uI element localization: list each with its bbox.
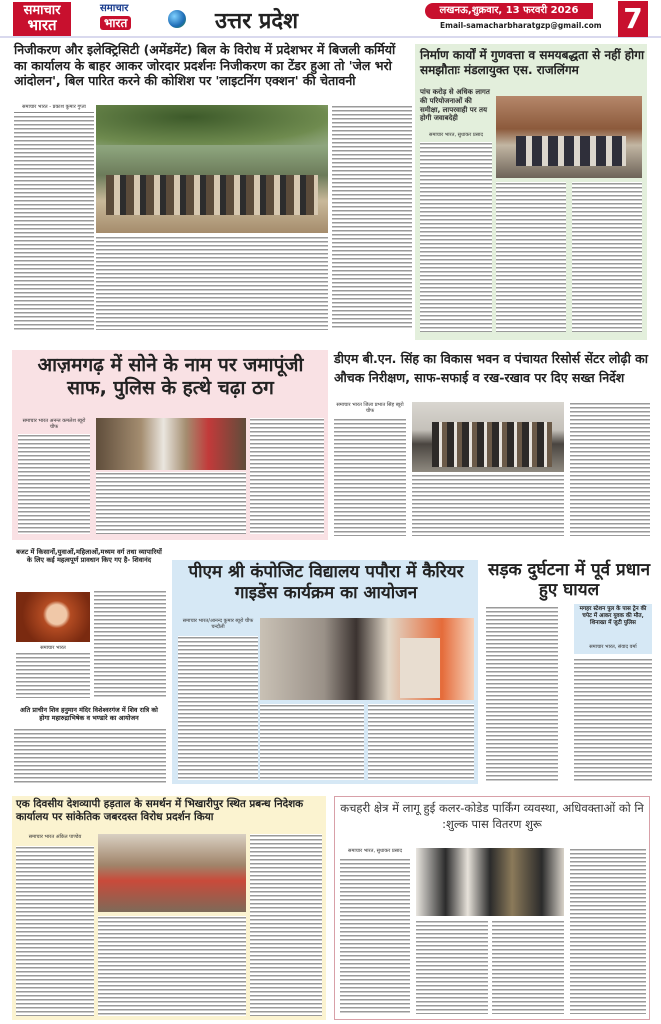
body-text <box>572 182 642 332</box>
body-text <box>14 115 94 330</box>
email-address: Email-samacharbharatgzp@gmail.com <box>440 21 602 30</box>
body-text <box>570 848 646 1014</box>
headline-construction: निर्माण कार्यों में गुणवत्ता व समयबद्धता से नहीं होगा समझौताः मंडलायुक्त एस. राजलिंगम <box>420 48 645 77</box>
body-text <box>96 472 246 534</box>
logo-center-bottom: भारत <box>100 16 131 30</box>
globe-icon <box>168 10 186 28</box>
body-text <box>96 236 328 330</box>
logo-samachar-bharat <box>13 2 71 36</box>
logo-line-1: समाचार <box>23 3 61 18</box>
body-text <box>250 834 322 1016</box>
page-number: 7 <box>618 1 648 37</box>
photo-meeting <box>496 96 642 178</box>
body-text <box>178 636 258 780</box>
photo-dm-visit <box>412 402 564 472</box>
byline-accident: समाचार भारत, संवाद वर्मा <box>589 644 637 650</box>
headline-hanuman: अति प्राचीन शिव हनुमान मंदिर विशेश्वरगंज में शिव रात्रि को होगा महारुद्राभिषेक व भण्डारे का आयोजन <box>20 706 158 722</box>
headline-parking: कचहरी क्षेत्र में लागू हुई कलर-कोडेड पार्किंग व्यवस्था, अधिवक्ताओं को नि :शुल्क पास वितरण शुरू <box>340 801 644 832</box>
headline-azamgarh: आज़मगढ़ में सोने के नाम पर जमापूंजी साफ, पुलिस के हत्थे चढ़ा ठग <box>37 354 304 399</box>
body-text <box>570 402 650 536</box>
photo-shivanand <box>16 592 90 642</box>
masthead <box>0 0 661 38</box>
body-text <box>416 920 488 1014</box>
caption-budget-photo: समाचार भारत <box>40 645 66 651</box>
headline-budget: बजट में किसानों,युवाओं,महिलाओं,मध्यम वर्ग तथा व्यापारियों के लिए कई महत्वपूर्ण प्रावधान किए गए है- शिवानंद <box>16 548 162 565</box>
photo-career-guidance <box>260 618 474 700</box>
body-text <box>368 704 474 780</box>
body-text <box>98 916 246 1016</box>
body-text <box>332 105 412 330</box>
photo-police-arrest <box>96 418 246 470</box>
body-text <box>340 858 410 1014</box>
byline-electricity: समाचार भारत - प्रकाश कुमार गुप्ता <box>22 104 86 110</box>
photo-strike <box>98 834 246 912</box>
divider <box>14 112 94 113</box>
subhead-construction: पांच करोड़ से अधिक लागत की परियोजनाओं की समीक्षा, लापरवाही पर तय होगी जवाबदेही <box>420 88 490 123</box>
body-text <box>334 418 406 536</box>
sidebar-train-headline: मगहर स्टेशन पुल के पास ट्रेन की चपेट में आकर युवक की मौत, शिनाख्त में जुटी पुलिस <box>579 606 647 626</box>
dateline: लखनऊ,शुक्रवार, 13 फरवरी 2026 <box>425 3 593 19</box>
body-text <box>16 652 90 698</box>
headline-dm-inspection: डीएम बी.एन. सिंह का विकास भवन व पंचायत रिसोर्स सेंटर लोढ़ी का औचक निरीक्षण, साफ-सफाई व रख-रखाव पर दिए सख्त निर्देश <box>334 351 648 385</box>
byline-dm-inspection: समाचार भारत जिला प्रभात सिंह ब्यूरो चीफ <box>336 402 404 414</box>
photo-protest <box>96 105 328 233</box>
headline-accident: सड़क दुर्घटना में पूर्व प्रधान हुए घायल <box>487 560 651 601</box>
body-text <box>574 658 652 782</box>
headline-strike: एक दिवसीय देशव्यापी हड़ताल के समर्थन में भिखारीपुर स्थित प्रबन्ध निदेशक कार्यालय पर सांकेतिक जबरदस्त विरोध प्रदर्शन किया <box>16 798 304 823</box>
byline-parking: समाचार भारत, सुधाकर प्रसाद <box>347 848 403 854</box>
photo-parking-pass <box>416 848 564 916</box>
logo-center-top: समाचार <box>100 3 129 14</box>
body-text <box>486 606 558 782</box>
logo-line-2: भारत <box>27 16 57 34</box>
body-text <box>492 920 564 1014</box>
body-text <box>94 590 166 698</box>
headline-electricity: निजीकरण और इलेक्ट्रिसिटी (अमेंडमेंट) बिल के विरोध में प्रदेशभर में बिजली कर्मियों का कार्यालय के बाहर आकर जोरदार प्रदर्शनः निजीकरण का टेंडर हुआ तो 'जेल भरो आंदोलन', बिल पारित करने की कोशिश पर 'लाइटनिंग एक्शन' की चेतावनी <box>14 42 396 89</box>
body-text <box>250 418 324 534</box>
byline-strike: समाचार भारत अंकित पाण्डेय <box>28 834 82 840</box>
body-text <box>14 728 166 784</box>
body-text <box>496 182 566 332</box>
byline-azamgarh: समाचार भारत अनन्त कमलेश ब्यूरो चीफ <box>22 418 86 430</box>
body-text <box>420 142 492 332</box>
byline-pmshri: समाचार भारत/आनन्द कुमार ब्यूरो चीफ चन्दौली <box>182 618 254 630</box>
body-text <box>412 474 564 536</box>
section-title: उत्तर प्रदेश <box>215 9 299 34</box>
byline-construction: समाचार भारत, सुधाकर प्रसाद <box>428 132 484 138</box>
body-text <box>16 846 94 1016</box>
headline-pmshri: पीएम श्री कंपोजिट विद्यालय पपौरा में कैरियर गाइडेंस कार्यक्रम का आयोजन <box>188 562 464 604</box>
body-text <box>260 704 364 780</box>
body-text <box>18 434 90 534</box>
